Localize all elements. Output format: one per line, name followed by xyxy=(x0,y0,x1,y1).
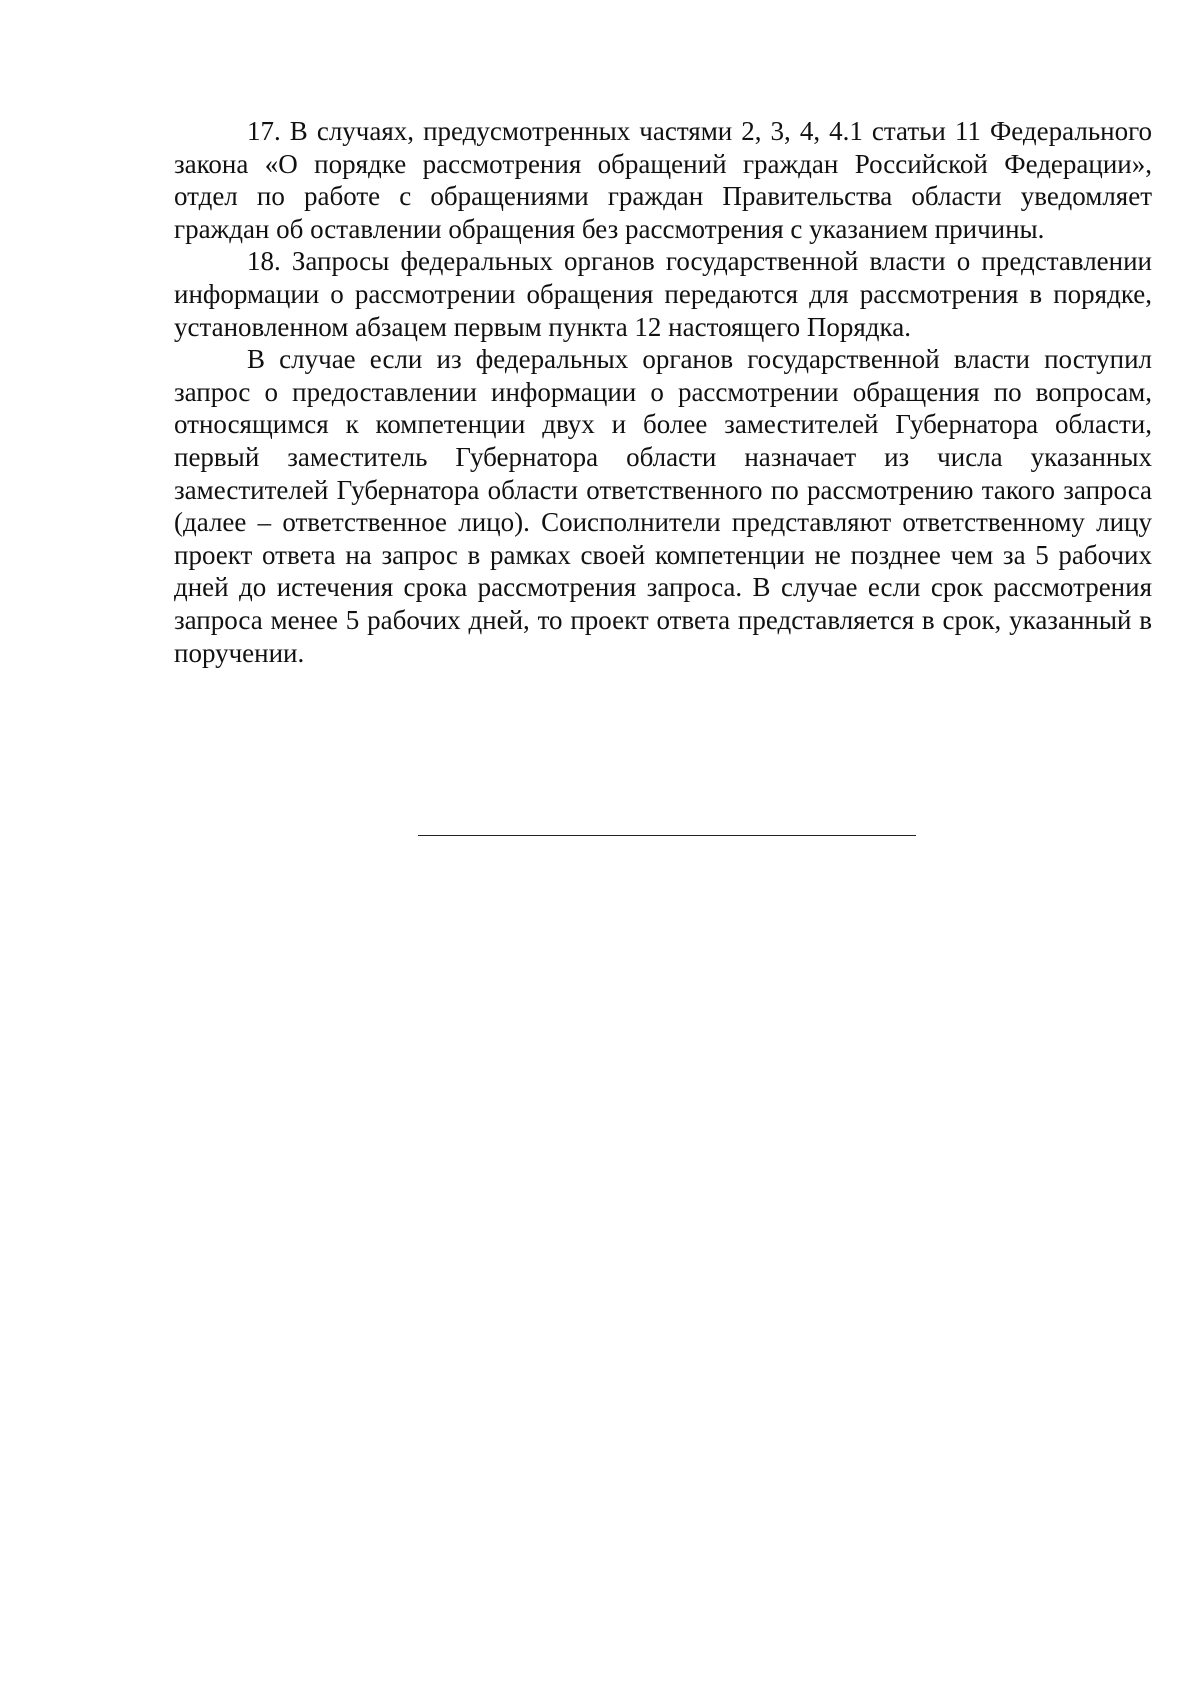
paragraph-18: 18. Запросы федеральных органов государственной власти о представлении информации о рассмотрении обращения передаются для рассмотрения в порядке, установленном абзацем первым пункта 12 настоящего Порядка. xyxy=(174,246,1152,342)
paragraph-18-continuation: В случае если из федеральных органов государственной власти поступил запрос о предоставлении информации о рассмотрении обращения по вопросам, относящимся к компетенции двух и более заместителей Губернатора области, первый заместитель Губернатора области назначает из числа указанных заместителей Губернатора области ответственного по рассмотрению такого запроса (далее – ответственное лицо). Соисполнители представляют ответственному лицу проект ответа на запрос в рамках своей компетенции не позднее чем за 5 рабочих дней до истечения срока рассмотрения запроса. В случае если срок рассмотрения запроса менее 5 рабочих дней, то проект ответа представляется в срок, указанный в поручении. xyxy=(174,344,1152,668)
end-divider-line xyxy=(418,835,916,836)
document-body xyxy=(174,115,1152,669)
paragraph-17: 17. В случаях, предусмотренных частями 2, 3, 4, 4.1 статьи 11 Федерального закона «О порядке рассмотрения обращений граждан Российской Федерации», отдел по работе с обращениями граждан Правительства области уведомляет граждан об оставлении обращения без рассмотрения с указанием причины. xyxy=(174,116,1152,244)
